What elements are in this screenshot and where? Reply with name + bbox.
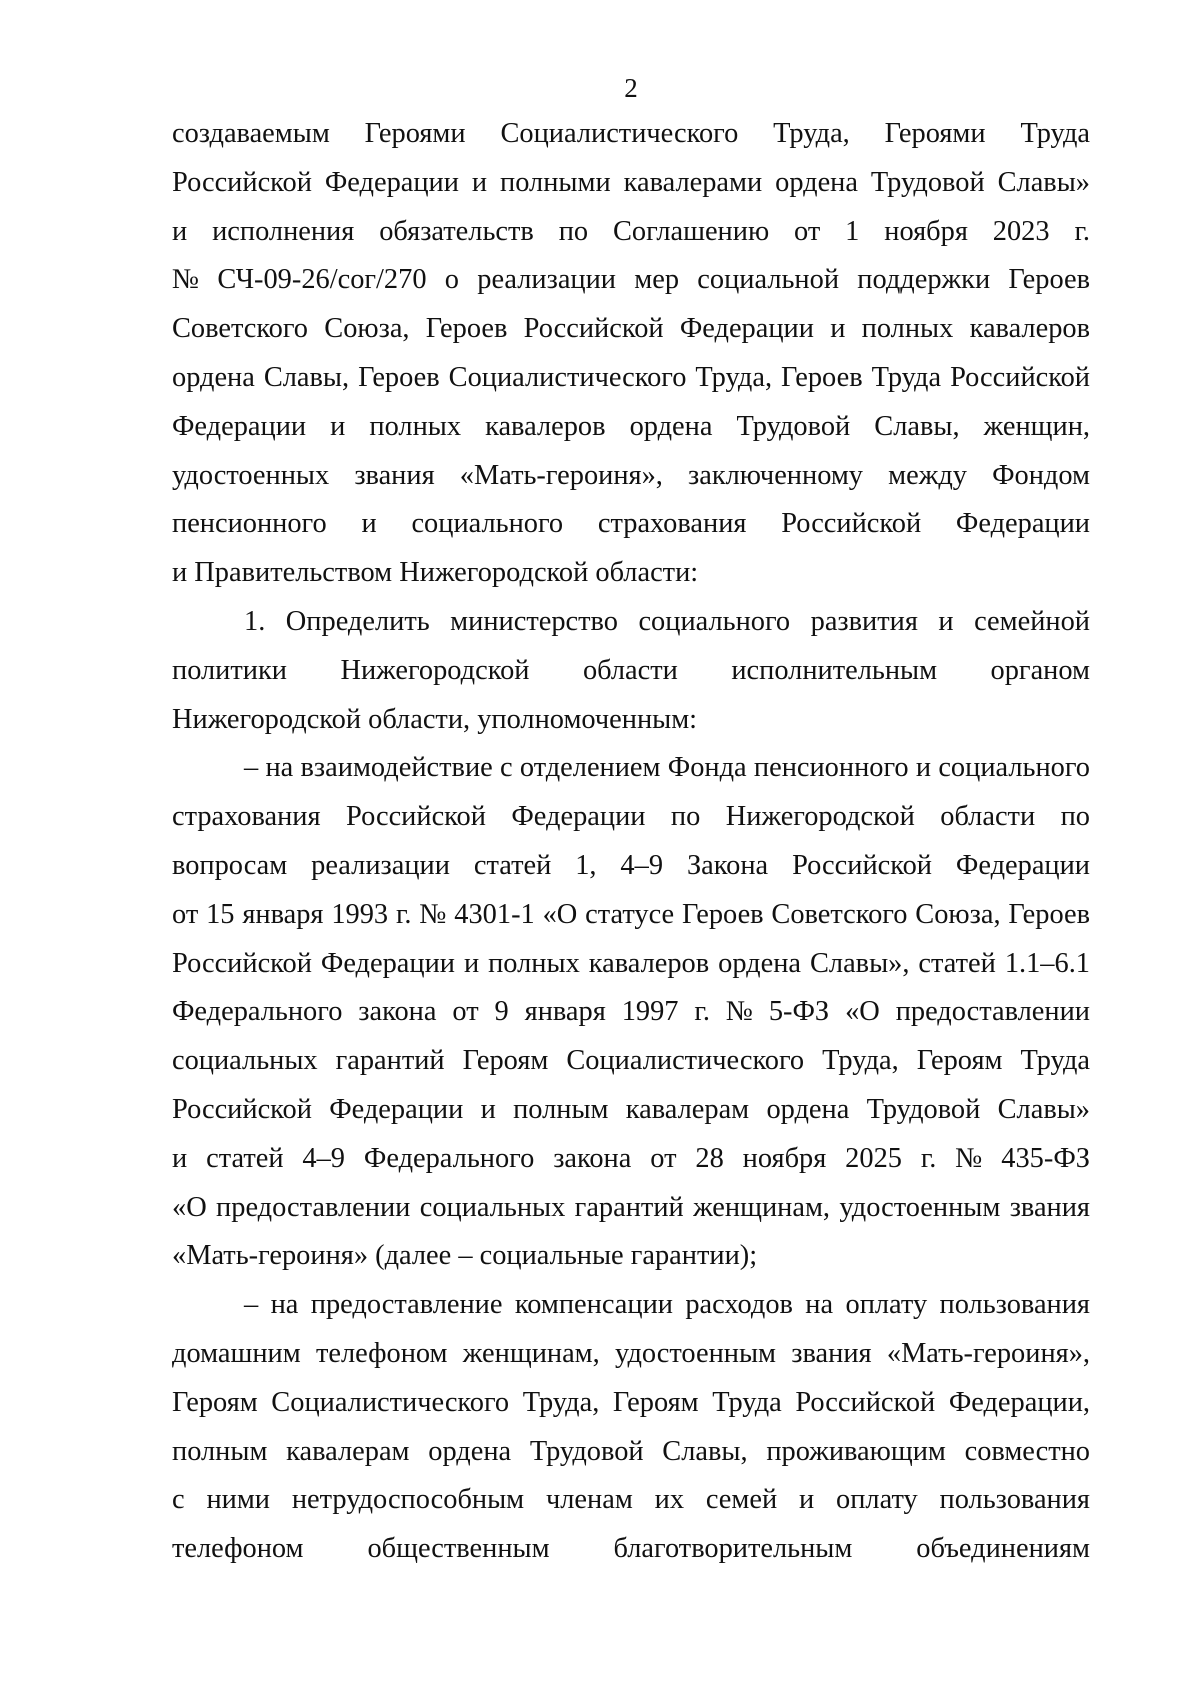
text-line: политики Нижегородской области исполнительным органом: [172, 654, 1090, 686]
text-line: страхования Российской Федерации по Нижегородской области по: [172, 801, 1090, 833]
text-line: Российской Федерации и полным кавалерам ордена Трудовой Славы»: [172, 1093, 1090, 1125]
text-line: телефоном общественным благотворительным объединениям: [172, 1533, 1090, 1565]
text-line: «О предоставлении социальных гарантий женщинам, удостоенным звания: [172, 1191, 1090, 1223]
text-line: домашним телефоном женщинам, удостоенным звания «Мать-героиня»,: [172, 1337, 1090, 1369]
text-line: Федерации и полных кавалеров ордена Трудовой Славы, женщин,: [172, 410, 1090, 442]
text-line: и Правительством Нижегородской области:: [172, 557, 699, 589]
page-number: 2: [624, 73, 638, 103]
text-line: с ними нетрудоспособным членам их семей и оплату пользования: [172, 1484, 1090, 1516]
text-line: социальных гарантий Героям Социалистического Труда, Героям Труда: [172, 1045, 1090, 1077]
text-line: вопросам реализации статей 1, 4–9 Закона Российской Федерации: [172, 849, 1090, 881]
document-body: [172, 110, 1090, 1574]
text-line: «Мать-героиня» (далее – социальные гарантии);: [172, 1240, 758, 1272]
text-line: ордена Славы, Героев Социалистического Труда, Героев Труда Российской: [172, 361, 1090, 393]
text-line: создаваемым Героями Социалистического Труда, Героями Труда: [172, 118, 1090, 149]
text-line: полным кавалерам ордена Трудовой Славы, проживающим совместно: [172, 1435, 1090, 1467]
text-line: Российской Федерации и полных кавалеров ордена Славы», статей 1.1–6.1: [172, 947, 1090, 979]
text-line: № СЧ-09-26/сог/270 о реализации мер социальной поддержки Героев: [172, 264, 1090, 296]
text-line: Российской Федерации и полными кавалерами ордена Трудовой Славы»: [172, 166, 1090, 198]
text-line: Героям Социалистического Труда, Героям Труда Российской Федерации,: [172, 1386, 1090, 1418]
text-line: от 15 января 1993 г. № 4301-1 «О статусе Героев Советского Союза, Героев: [172, 898, 1090, 930]
text-line: пенсионного и социального страхования Российской Федерации: [172, 508, 1090, 540]
text-line: удостоенных звания «Мать-героиня», заключенному между Фондом: [172, 459, 1090, 491]
text-line: и исполнения обязательств по Соглашению от 1 ноября 2023 г.: [172, 215, 1090, 247]
text-line: Нижегородской области, уполномоченным:: [172, 703, 698, 735]
text-line: и статей 4–9 Федерального закона от 28 ноября 2025 г. № 435-ФЗ: [172, 1142, 1090, 1174]
text-line: Федерального закона от 9 января 1997 г. № 5-ФЗ «О предоставлении: [172, 996, 1090, 1028]
text-line: Советского Союза, Героев Российской Федерации и полных кавалеров: [172, 313, 1090, 345]
text-line: – на взаимодействие с отделением Фонда пенсионного и социального: [244, 752, 1090, 784]
text-line: 1. Определить министерство социального развития и семейной: [244, 605, 1090, 637]
text-line: – на предоставление компенсации расходов на оплату пользования: [244, 1289, 1090, 1321]
